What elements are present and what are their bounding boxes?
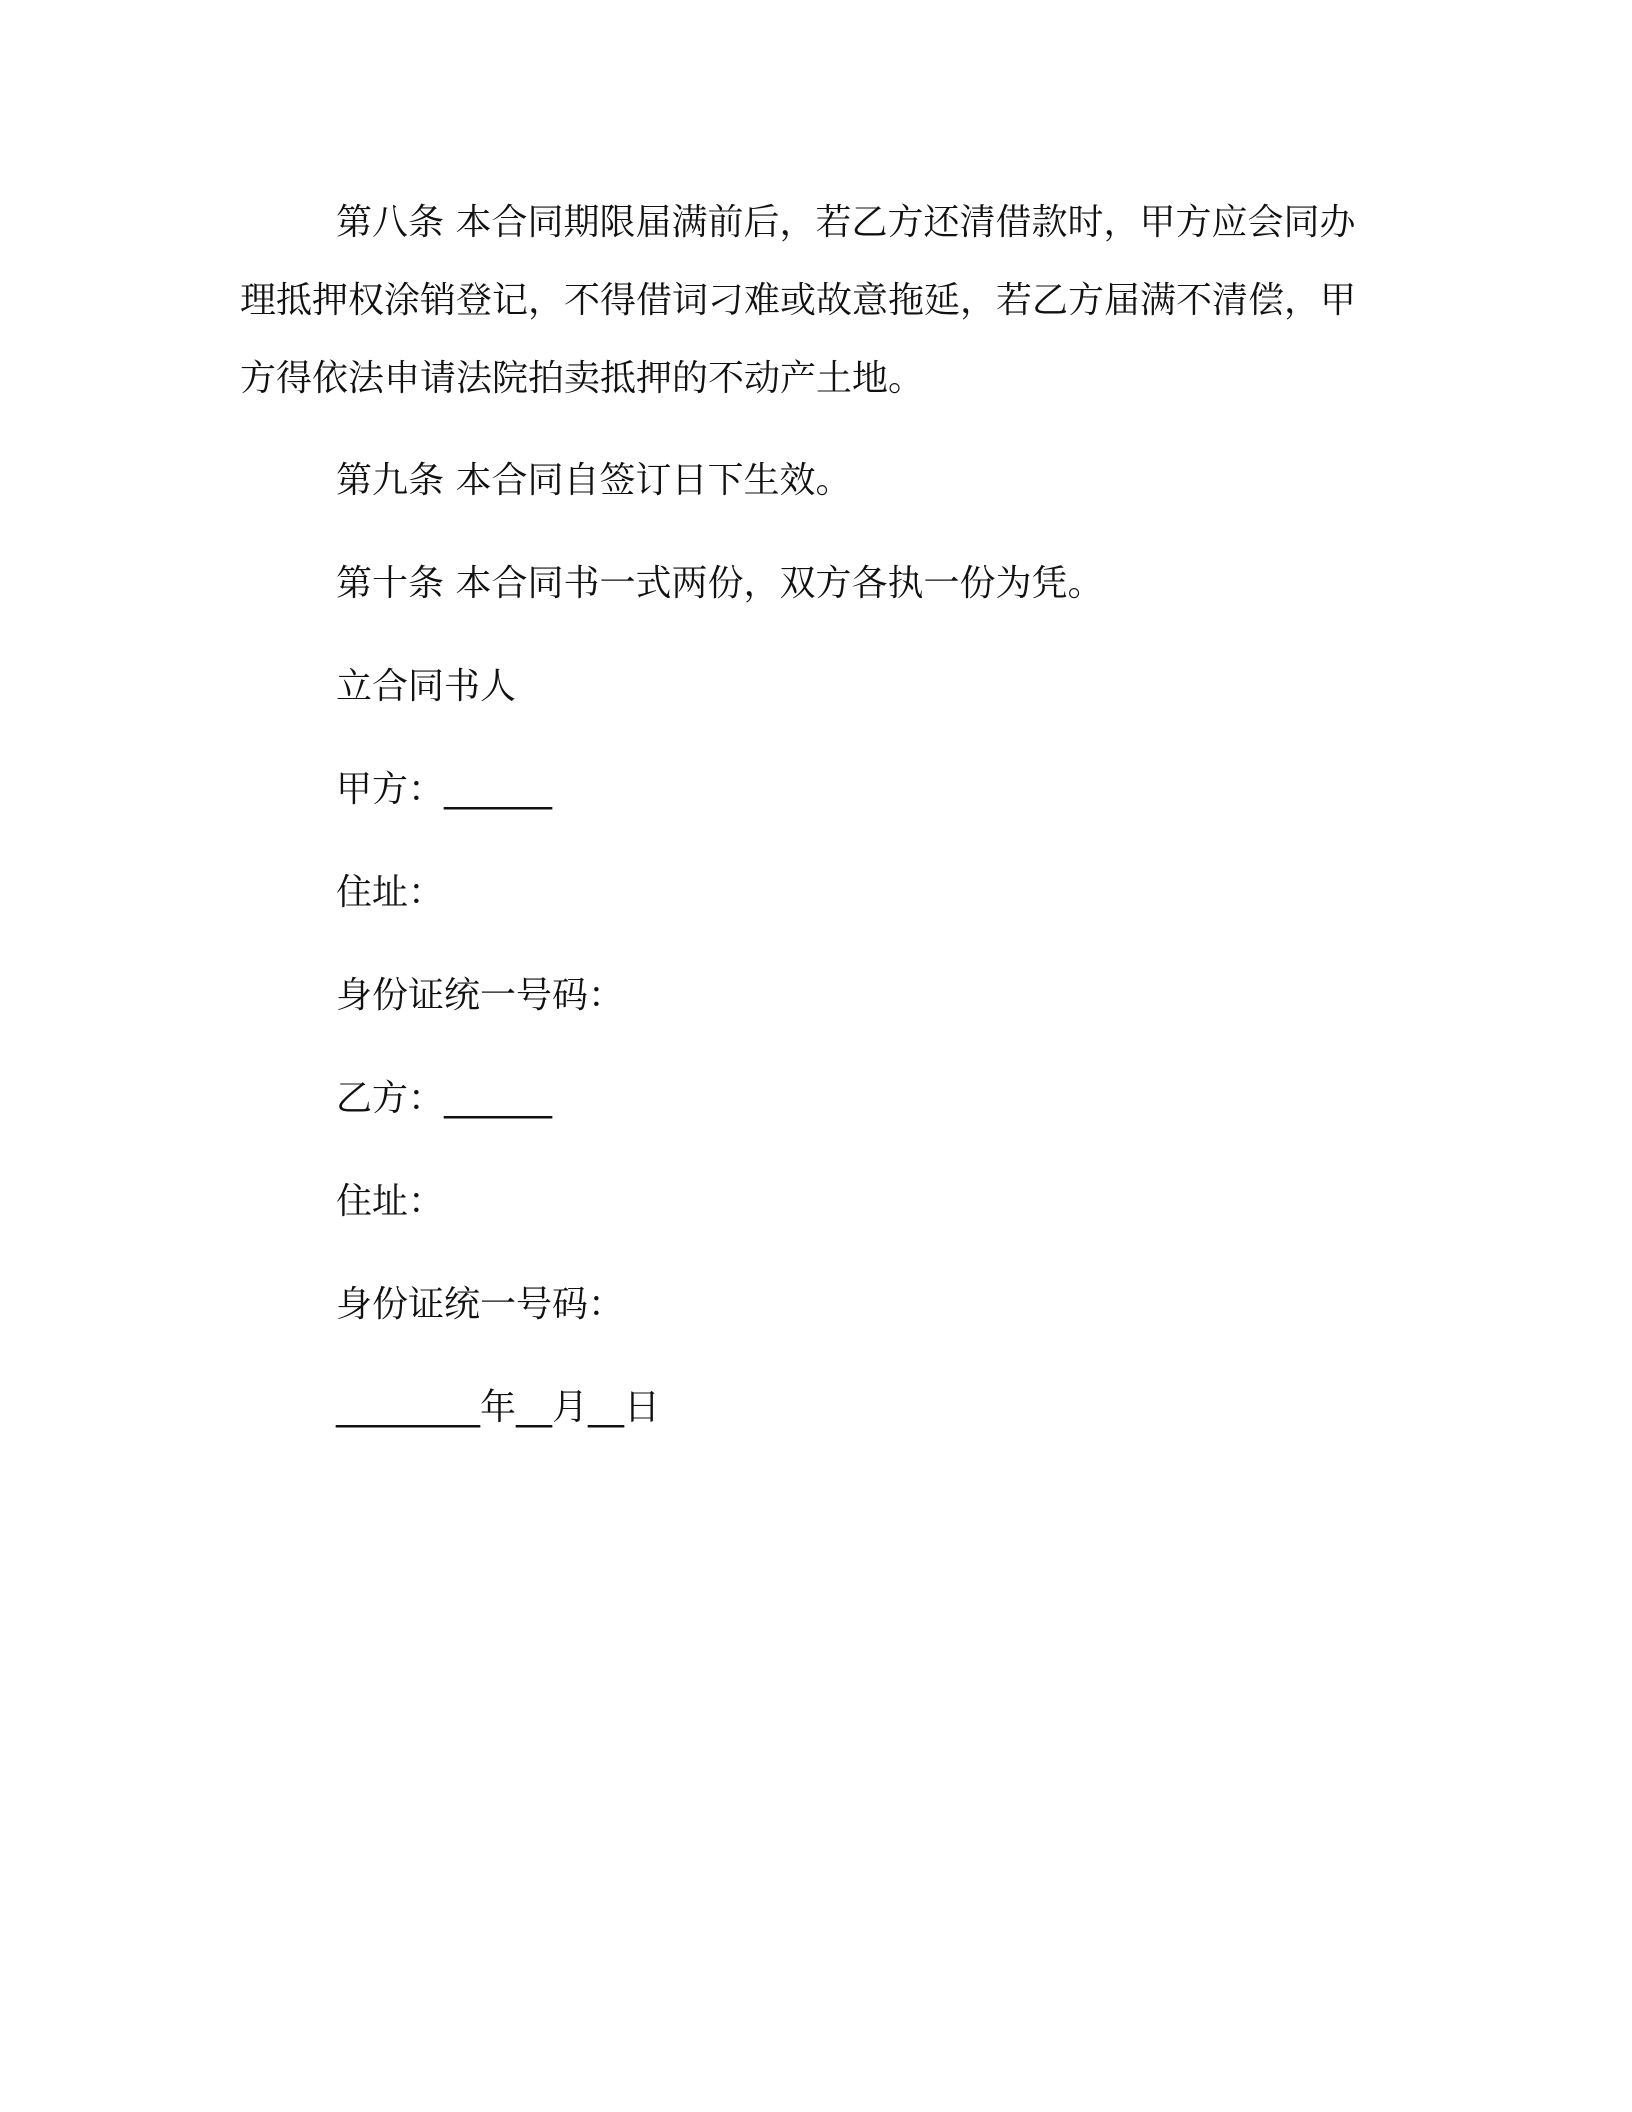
- party-b-address-label: 住址：: [336, 1181, 445, 1222]
- article-8-paragraph: 第八条 本合同期限届满前后，若乙方还清借款时，甲方应会同办理抵押权涂销登记，不得借词刁难或故意拖延，若乙方届满不清偿，甲方得依法申请法院拍卖抵押的不动产土地。: [240, 202, 1357, 399]
- signers-title: 立合同书人: [336, 666, 517, 707]
- article-9-paragraph: 第九条 本合同自签订日下生效。: [336, 460, 852, 501]
- article-10-paragraph: 第十条 本合同书一式两份，双方各执一份为凭。: [336, 563, 1104, 604]
- party-a-line: 甲方：______: [336, 769, 553, 810]
- party-a-id-label: 身份证统一号码：: [336, 975, 625, 1016]
- contract-content: [240, 184, 1390, 1472]
- party-b-line: 乙方：______: [336, 1078, 553, 1119]
- party-a-address-label: 住址：: [336, 872, 445, 913]
- date-line: ________年__月__日: [336, 1387, 661, 1428]
- party-b-id-label: 身份证统一号码：: [336, 1284, 625, 1325]
